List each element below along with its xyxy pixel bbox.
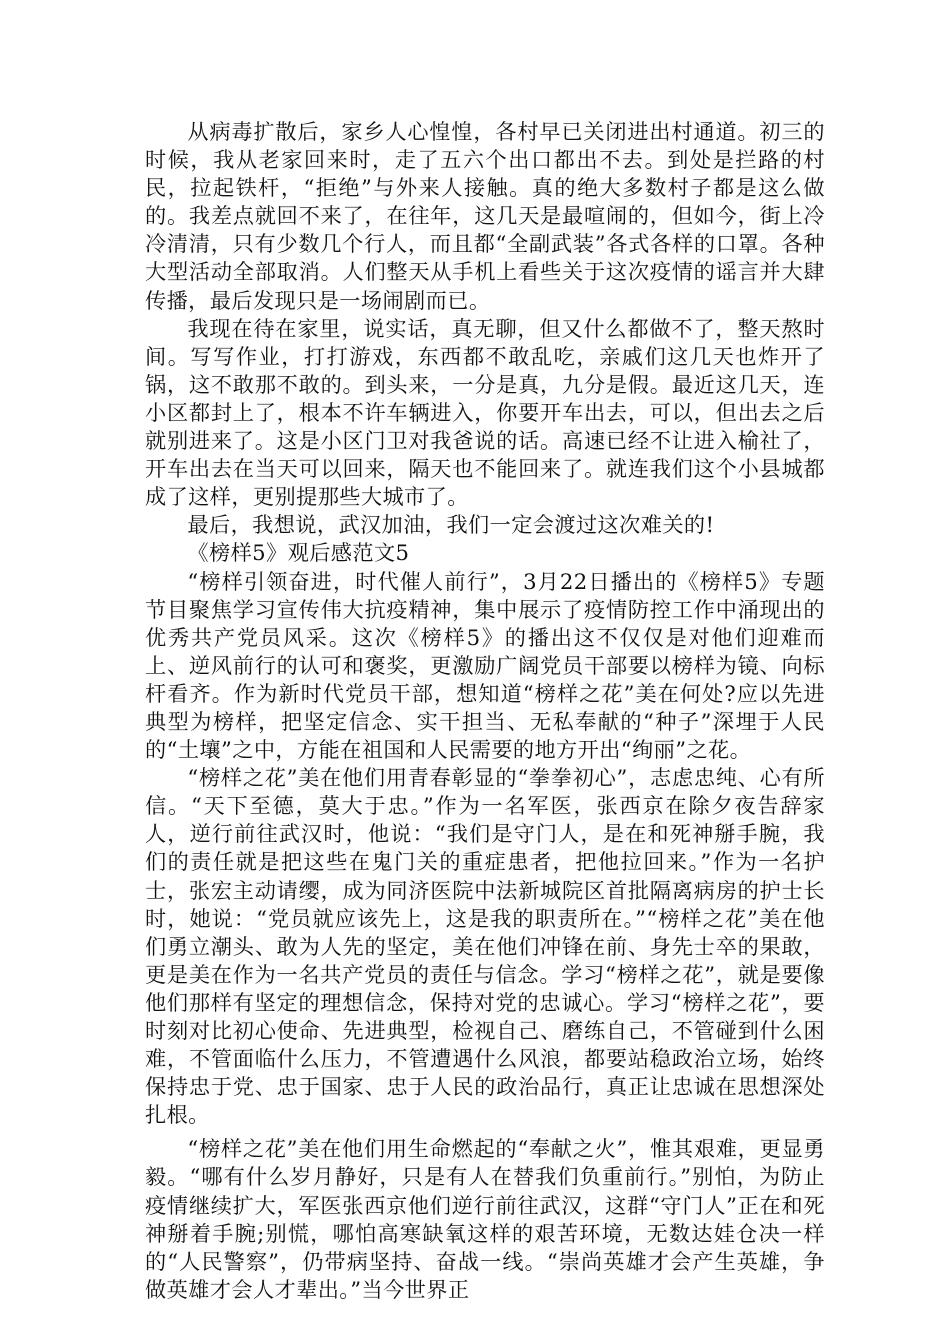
paragraph-dedication: “榜样之花”美在他们用生命燃起的“奉献之火”，惟其艰难，更显勇毅。“哪有什么岁月静好，只是有人在替我们负重前行。”别怕，为防止疫情继续扩大，军医张西京他们逆行前往武汉，这群“守门人”正在和死神掰着手腕;别慌，哪怕高寒缺氧这样的艰苦环境，无数达娃仓决一样的“人民警察”，仍带病坚持、奋战一线。“崇尚英雄才会产生英雄，争做英雄才会人才辈出。”当今世界正	[145, 1136, 825, 1302]
paragraph-staying-home: 我现在待在家里，说实话，真无聊，但又什么都做不了，整天熬时间。写写作业，打打游戏，东西都不敢乱吃，亲戚们这几天也炸开了锅，这不敢那不敢的。到头来，一分是真，九分是假。最近这几天，连小区都封上了，根本不许车辆进入，你要开车出去，可以，但出去之后就别进来了。这是小区门卫对我爸说的话。高速已经不让进入榆社了，开车出去在当天可以回来，隔天也不能回来了。就连我们这个小县城都成了这样，更别提那些大城市了。	[145, 315, 825, 510]
section-title: 《榜样5》观后感范文5	[187, 540, 410, 566]
paragraph-hometown-lockdown: 从病毒扩散后，家乡人心惶惶，各村早已关闭进出村通道。初三的时候，我从老家回来时，走了五六个出口都出不去。到处是拦路的村民，拉起铁杆，“拒绝”与外来人接触。真的绝大多数村子都是这么做的。我差点就回不来了，在往年，这几天是最喧闹的，但如今，街上冷冷清清，只有少数几个行人，而且都“全副武装”各式各样的口罩。各种大型活动全部取消。人们整天从手机上看些关于这次疫情的谣言并大肆传播，最后发现只是一场闹剧而已。	[145, 119, 825, 313]
paragraph-wuhan-jiayou: 最后，我想说，武汉加油，我们一定会渡过这次难关的!	[187, 512, 715, 538]
paragraph-loyalty: “榜样之花”美在他们用青春彰显的“拳拳初心”，志虑忠纯、心有所信。“天下至德，莫大于忠。”作为一名军医，张西京在除夕夜告辞家人，逆行前往武汉时，他说：“我们是守门人，是在和死神掰手腕，我们的责任就是把这些在鬼门关的重症患者，把他拉回来。”作为一名护士，张宏主动请缨，成为同济医院中法新城院区首批隔离病房的护士长时，她说：“党员就应该先上，这是我的职责所在。”“榜样之花”美在他们勇立潮头、敢为人先的坚定，美在他们冲锋在前、身先士卒的果敢，更是美在作为一名共产党员的责任与信念。学习“榜样之花”，就是要像他们那样有坚定的理想信念，保持对党的忠诚心。学习“榜样之花”，要时刻对比初心使命、先进典型，检视自己、磨练自己，不管碰到什么困难，不管面临什么压力，不管遭遇什么风浪，都要站稳政治立场，始终保持忠于党、忠于国家、忠于人民的政治品行，真正让忠诚在思想深处扎根。	[145, 765, 825, 1128]
document-body	[145, 118, 825, 1304]
paragraph-bangyang-intro: “榜样引领奋进，时代催人前行”，3月22日播出的《榜样5》专题节目聚焦学习宣传伟大抗疫精神，集中展示了疫情防控工作中涌现出的优秀共产党员风采。这次《榜样5》的播出这不仅仅是对他们迎难而上、逆风前行的认可和褒奖，更激励广阔党员干部要以榜样为镜、向标杆看齐。作为新时代党员干部，想知道“榜样之花”美在何处?应以先进典型为榜样，把坚定信念、实干担当、无私奉献的“种子”深埋于人民的“土壤”之中，方能在祖国和人民需要的地方开出“绚丽”之花。	[145, 568, 825, 763]
